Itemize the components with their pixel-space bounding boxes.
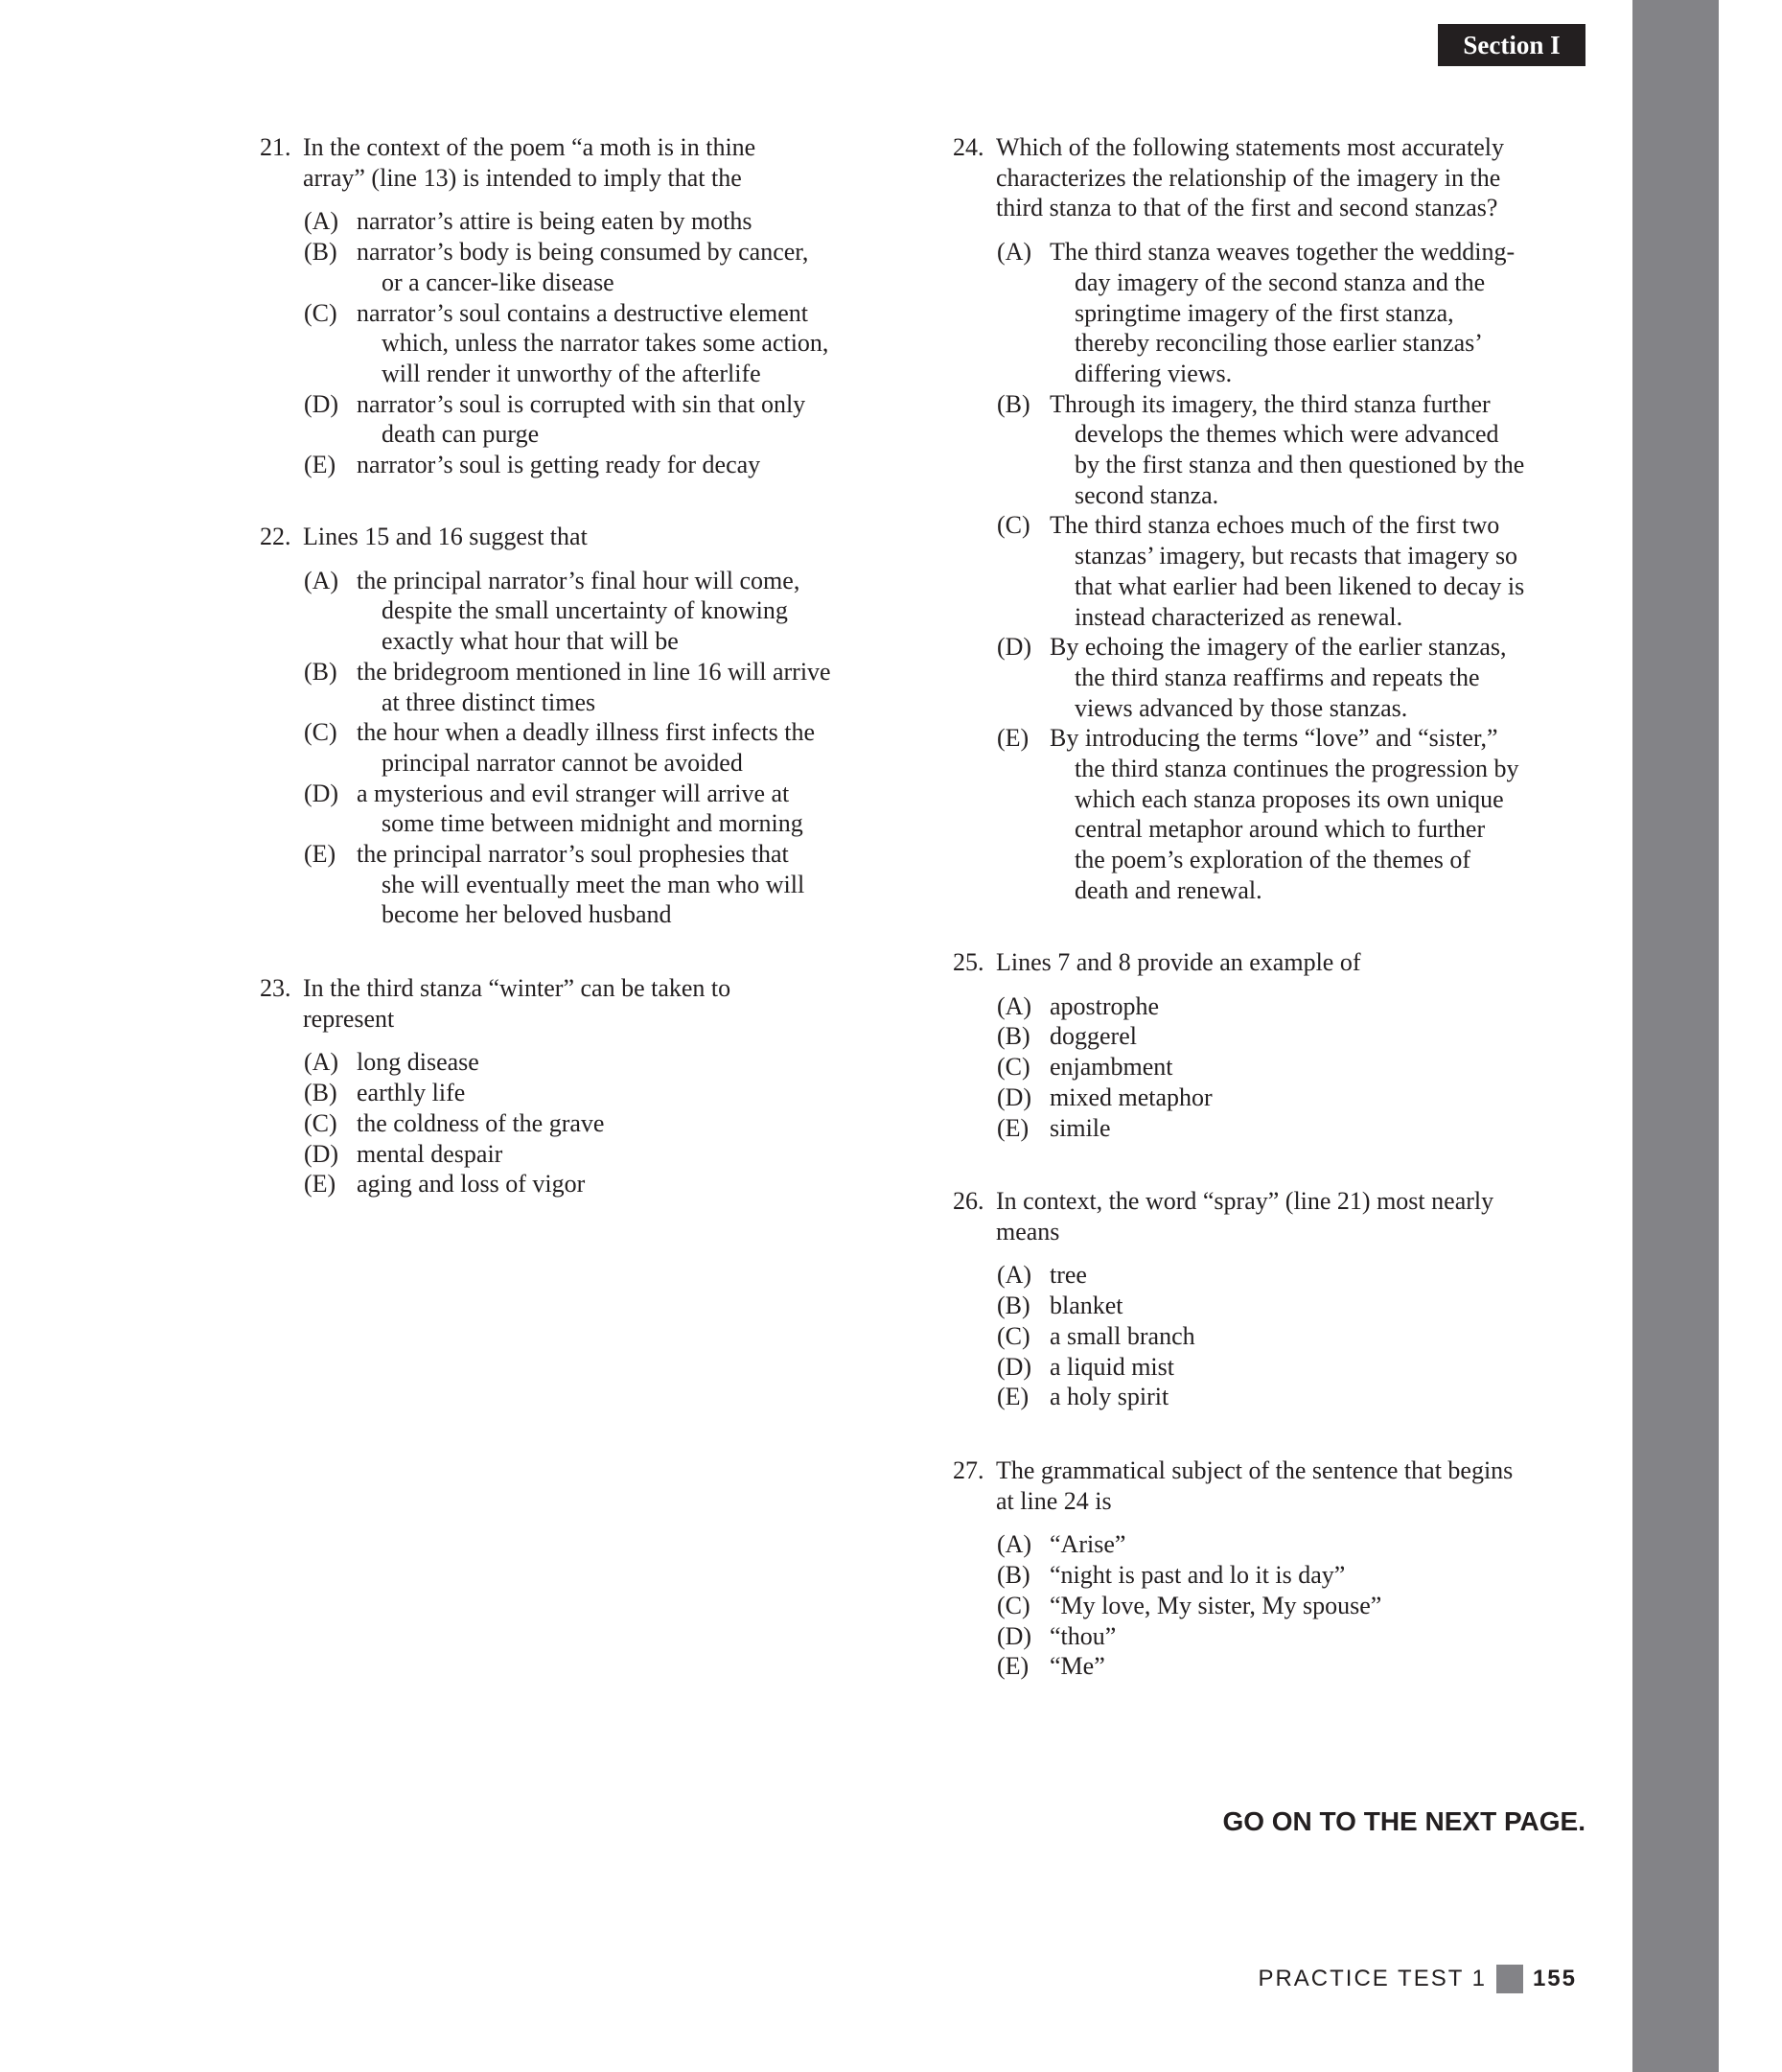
question-text: Which of the following statements most accurately characterizes the relationship of the imagery in the third stanza to that of the first and second stanzas?: [996, 133, 1504, 222]
option-text: the hour when a deadly illness first infects the principal narrator cannot be avoided: [357, 718, 815, 777]
option-letter: (B): [304, 238, 337, 267]
option-letter: (D): [304, 1139, 339, 1168]
answer-option[interactable]: [997, 1291, 1605, 1321]
option-text: the principal narrator’s soul prophesies that she will eventually meet the man who will become her beloved husband: [357, 840, 805, 929]
option-text: the principal narrator’s final hour will come, despite the small uncertainty of knowing exactly what hour that will be: [357, 566, 800, 656]
option-letter: (E): [997, 1113, 1030, 1142]
footer-marker: [1496, 1965, 1523, 1993]
option-text: mixed metaphor: [1050, 1083, 1213, 1111]
question-number: 21.: [260, 133, 291, 161]
option-letter: (C): [304, 1108, 337, 1137]
answer-option[interactable]: [997, 1083, 1605, 1113]
answer-option[interactable]: [997, 632, 1605, 723]
answer-option[interactable]: [304, 657, 912, 717]
answer-option[interactable]: [997, 1529, 1605, 1560]
option-letter: (B): [997, 1561, 1030, 1590]
answer-option[interactable]: [997, 1021, 1605, 1052]
question-stem: [260, 973, 912, 1034]
question-number: 26.: [953, 1187, 984, 1215]
section-label: Section I: [1438, 24, 1585, 66]
answer-option[interactable]: [997, 1621, 1605, 1652]
option-letter: (D): [997, 1352, 1032, 1381]
answer-option[interactable]: [304, 839, 912, 930]
answer-option[interactable]: [997, 1260, 1605, 1291]
option-letter: (C): [997, 1591, 1030, 1619]
option-text: a small branch: [1050, 1321, 1195, 1350]
answer-option[interactable]: [304, 566, 912, 657]
option-text: mental despair: [357, 1139, 503, 1168]
option-letter: (B): [997, 1022, 1030, 1051]
option-letter: (B): [304, 1079, 337, 1107]
answer-option[interactable]: [997, 389, 1605, 511]
option-letter: (A): [997, 1261, 1032, 1290]
option-text: “My love, My sister, My spouse”: [1050, 1591, 1382, 1619]
option-text: aging and loss of vigor: [357, 1170, 586, 1199]
answer-option[interactable]: [997, 1651, 1605, 1682]
option-text: the coldness of the grave: [357, 1108, 605, 1137]
option-text: tree: [1050, 1261, 1087, 1290]
question-text: In the third stanza “winter” can be taken to represent: [303, 974, 731, 1033]
answer-option[interactable]: [304, 779, 912, 839]
question-25: [953, 947, 1605, 1143]
option-text: “Me”: [1050, 1652, 1105, 1681]
option-text: The third stanza weaves together the wedding- day imagery of the second stanza and the springtime imagery of the first stanza, thereby reconciling those earlier stanzas’ differing views.: [1050, 238, 1516, 387]
option-letter: (A): [997, 1530, 1032, 1559]
option-text: narrator’s soul is corrupted with sin that only death can purge: [357, 389, 806, 449]
answer-options: [260, 566, 912, 930]
question-stem: [953, 132, 1605, 223]
answer-option[interactable]: [997, 510, 1605, 632]
answer-options: [260, 1047, 912, 1199]
question-text: Lines 15 and 16 suggest that: [303, 523, 588, 550]
question-22: [260, 522, 912, 930]
option-text: blanket: [1050, 1292, 1123, 1320]
question-21: [260, 132, 912, 480]
option-text: doggerel: [1050, 1022, 1137, 1051]
next-page-instruction: GO ON TO THE NEXT PAGE.: [1222, 1806, 1585, 1836]
answer-option[interactable]: [304, 450, 912, 480]
question-text: In the context of the poem “a moth is in thine array” (line 13) is intended to imply that the: [303, 133, 756, 192]
option-text: “Arise”: [1050, 1530, 1126, 1559]
option-letter: (C): [304, 298, 337, 327]
question-number: 22.: [260, 523, 291, 550]
question-stem: [260, 132, 912, 193]
answer-option[interactable]: [304, 237, 912, 297]
answer-option[interactable]: [304, 389, 912, 450]
answer-option[interactable]: [997, 1591, 1605, 1621]
option-letter: (D): [997, 633, 1032, 662]
option-letter: (D): [304, 389, 339, 418]
question-number: 27.: [953, 1456, 984, 1484]
option-text: apostrophe: [1050, 991, 1160, 1020]
answer-option[interactable]: [304, 1047, 912, 1078]
answer-option[interactable]: [304, 717, 912, 778]
option-text: long disease: [357, 1048, 479, 1077]
option-letter: (B): [997, 389, 1030, 418]
answer-option[interactable]: [304, 1108, 912, 1139]
question-text: In context, the word “spray” (line 21) most nearly means: [996, 1187, 1494, 1246]
question-stem: [953, 947, 1605, 978]
answer-option[interactable]: [997, 1321, 1605, 1352]
option-text: enjambment: [1050, 1053, 1173, 1082]
option-text: narrator’s soul is getting ready for decay: [357, 451, 761, 479]
option-letter: (E): [304, 1170, 336, 1199]
answer-option[interactable]: [304, 1078, 912, 1108]
option-letter: (A): [304, 566, 339, 594]
option-letter: (E): [304, 451, 336, 479]
answer-option[interactable]: [997, 1382, 1605, 1412]
option-text: earthly life: [357, 1079, 466, 1107]
option-letter: (A): [997, 991, 1032, 1020]
answer-options: [953, 1529, 1605, 1682]
option-text: narrator’s soul contains a destructive element which, unless the narrator takes some action, will render it unworthy of the afterlife: [357, 298, 829, 387]
option-letter: (B): [997, 1292, 1030, 1320]
option-text: a mysterious and evil stranger will arrive at some time between midnight and morning: [357, 779, 803, 838]
option-letter: (C): [304, 718, 337, 747]
option-letter: (A): [304, 1048, 339, 1077]
question-text: Lines 7 and 8 provide an example of: [996, 948, 1361, 976]
answer-option[interactable]: [304, 1139, 912, 1170]
answer-option[interactable]: [997, 723, 1605, 905]
option-letter: (E): [304, 840, 336, 869]
option-letter: (C): [997, 1053, 1030, 1082]
answer-option[interactable]: [997, 1113, 1605, 1144]
question-number: 25.: [953, 948, 984, 976]
option-text: Through its imagery, the third stanza further develops the themes which were advanced by the first stanza and then questioned by the second stanza.: [1050, 389, 1525, 509]
question-26: [953, 1186, 1605, 1412]
option-text: narrator’s attire is being eaten by moths: [357, 207, 752, 236]
option-letter: (C): [997, 1321, 1030, 1350]
option-letter: (A): [997, 238, 1032, 267]
answer-option[interactable]: [997, 991, 1605, 1022]
answer-options: [953, 991, 1605, 1144]
option-letter: (E): [997, 1652, 1030, 1681]
answer-options: [953, 1260, 1605, 1412]
option-letter: (E): [997, 1383, 1030, 1411]
question-stem: [953, 1186, 1605, 1246]
option-letter: (D): [997, 1621, 1032, 1650]
option-text: By introducing the terms “love” and “sister,” the third stanza continues the progression by which each stanza proposes its own unique central metaphor around which to further the poem’s exploration of the themes of death and renewal.: [1050, 724, 1519, 904]
option-text: a holy spirit: [1050, 1383, 1169, 1411]
option-text: The third stanza echoes much of the first two stanzas’ imagery, but recasts that imagery so that what earlier had been likened to decay is instead characterized as renewal.: [1050, 511, 1525, 631]
answer-option[interactable]: [997, 237, 1605, 389]
option-letter: (C): [997, 511, 1030, 540]
answer-option[interactable]: [997, 1560, 1605, 1591]
question-stem: [953, 1455, 1605, 1516]
option-letter: (B): [304, 657, 337, 686]
option-text: By echoing the imagery of the earlier stanzas, the third stanza reaffirms and repeats the views advanced by those stanzas.: [1050, 633, 1507, 722]
answer-option[interactable]: [304, 1169, 912, 1199]
page-number: 155: [1532, 1966, 1577, 1991]
option-text: the bridegroom mentioned in line 16 will arrive at three distinct times: [357, 657, 831, 716]
option-text: “thou”: [1050, 1621, 1117, 1650]
option-letter: (D): [997, 1083, 1032, 1111]
question-23: [260, 973, 912, 1199]
question-number: 23.: [260, 974, 291, 1002]
answer-option[interactable]: [997, 1052, 1605, 1083]
answer-option[interactable]: [304, 206, 912, 237]
test-label: PRACTICE TEST 1: [1258, 1966, 1487, 1991]
option-text: a liquid mist: [1050, 1352, 1174, 1381]
option-letter: (A): [304, 207, 339, 236]
option-text: simile: [1050, 1113, 1111, 1142]
question-number: 24.: [953, 133, 984, 161]
option-letter: (E): [997, 724, 1030, 753]
answer-options: [260, 206, 912, 479]
option-letter: (D): [304, 779, 339, 807]
side-margin-bar: [1632, 0, 1719, 2072]
option-text: “night is past and lo it is day”: [1050, 1561, 1346, 1590]
option-text: narrator’s body is being consumed by cancer, or a cancer-like disease: [357, 238, 809, 296]
question-24: [953, 132, 1605, 906]
page-footer: [1258, 1965, 1577, 1993]
question-27: [953, 1455, 1605, 1682]
question-text: The grammatical subject of the sentence that begins at line 24 is: [996, 1456, 1514, 1515]
answer-option[interactable]: [304, 298, 912, 389]
question-stem: [260, 522, 912, 552]
answer-options: [953, 237, 1605, 905]
answer-option[interactable]: [997, 1352, 1605, 1383]
